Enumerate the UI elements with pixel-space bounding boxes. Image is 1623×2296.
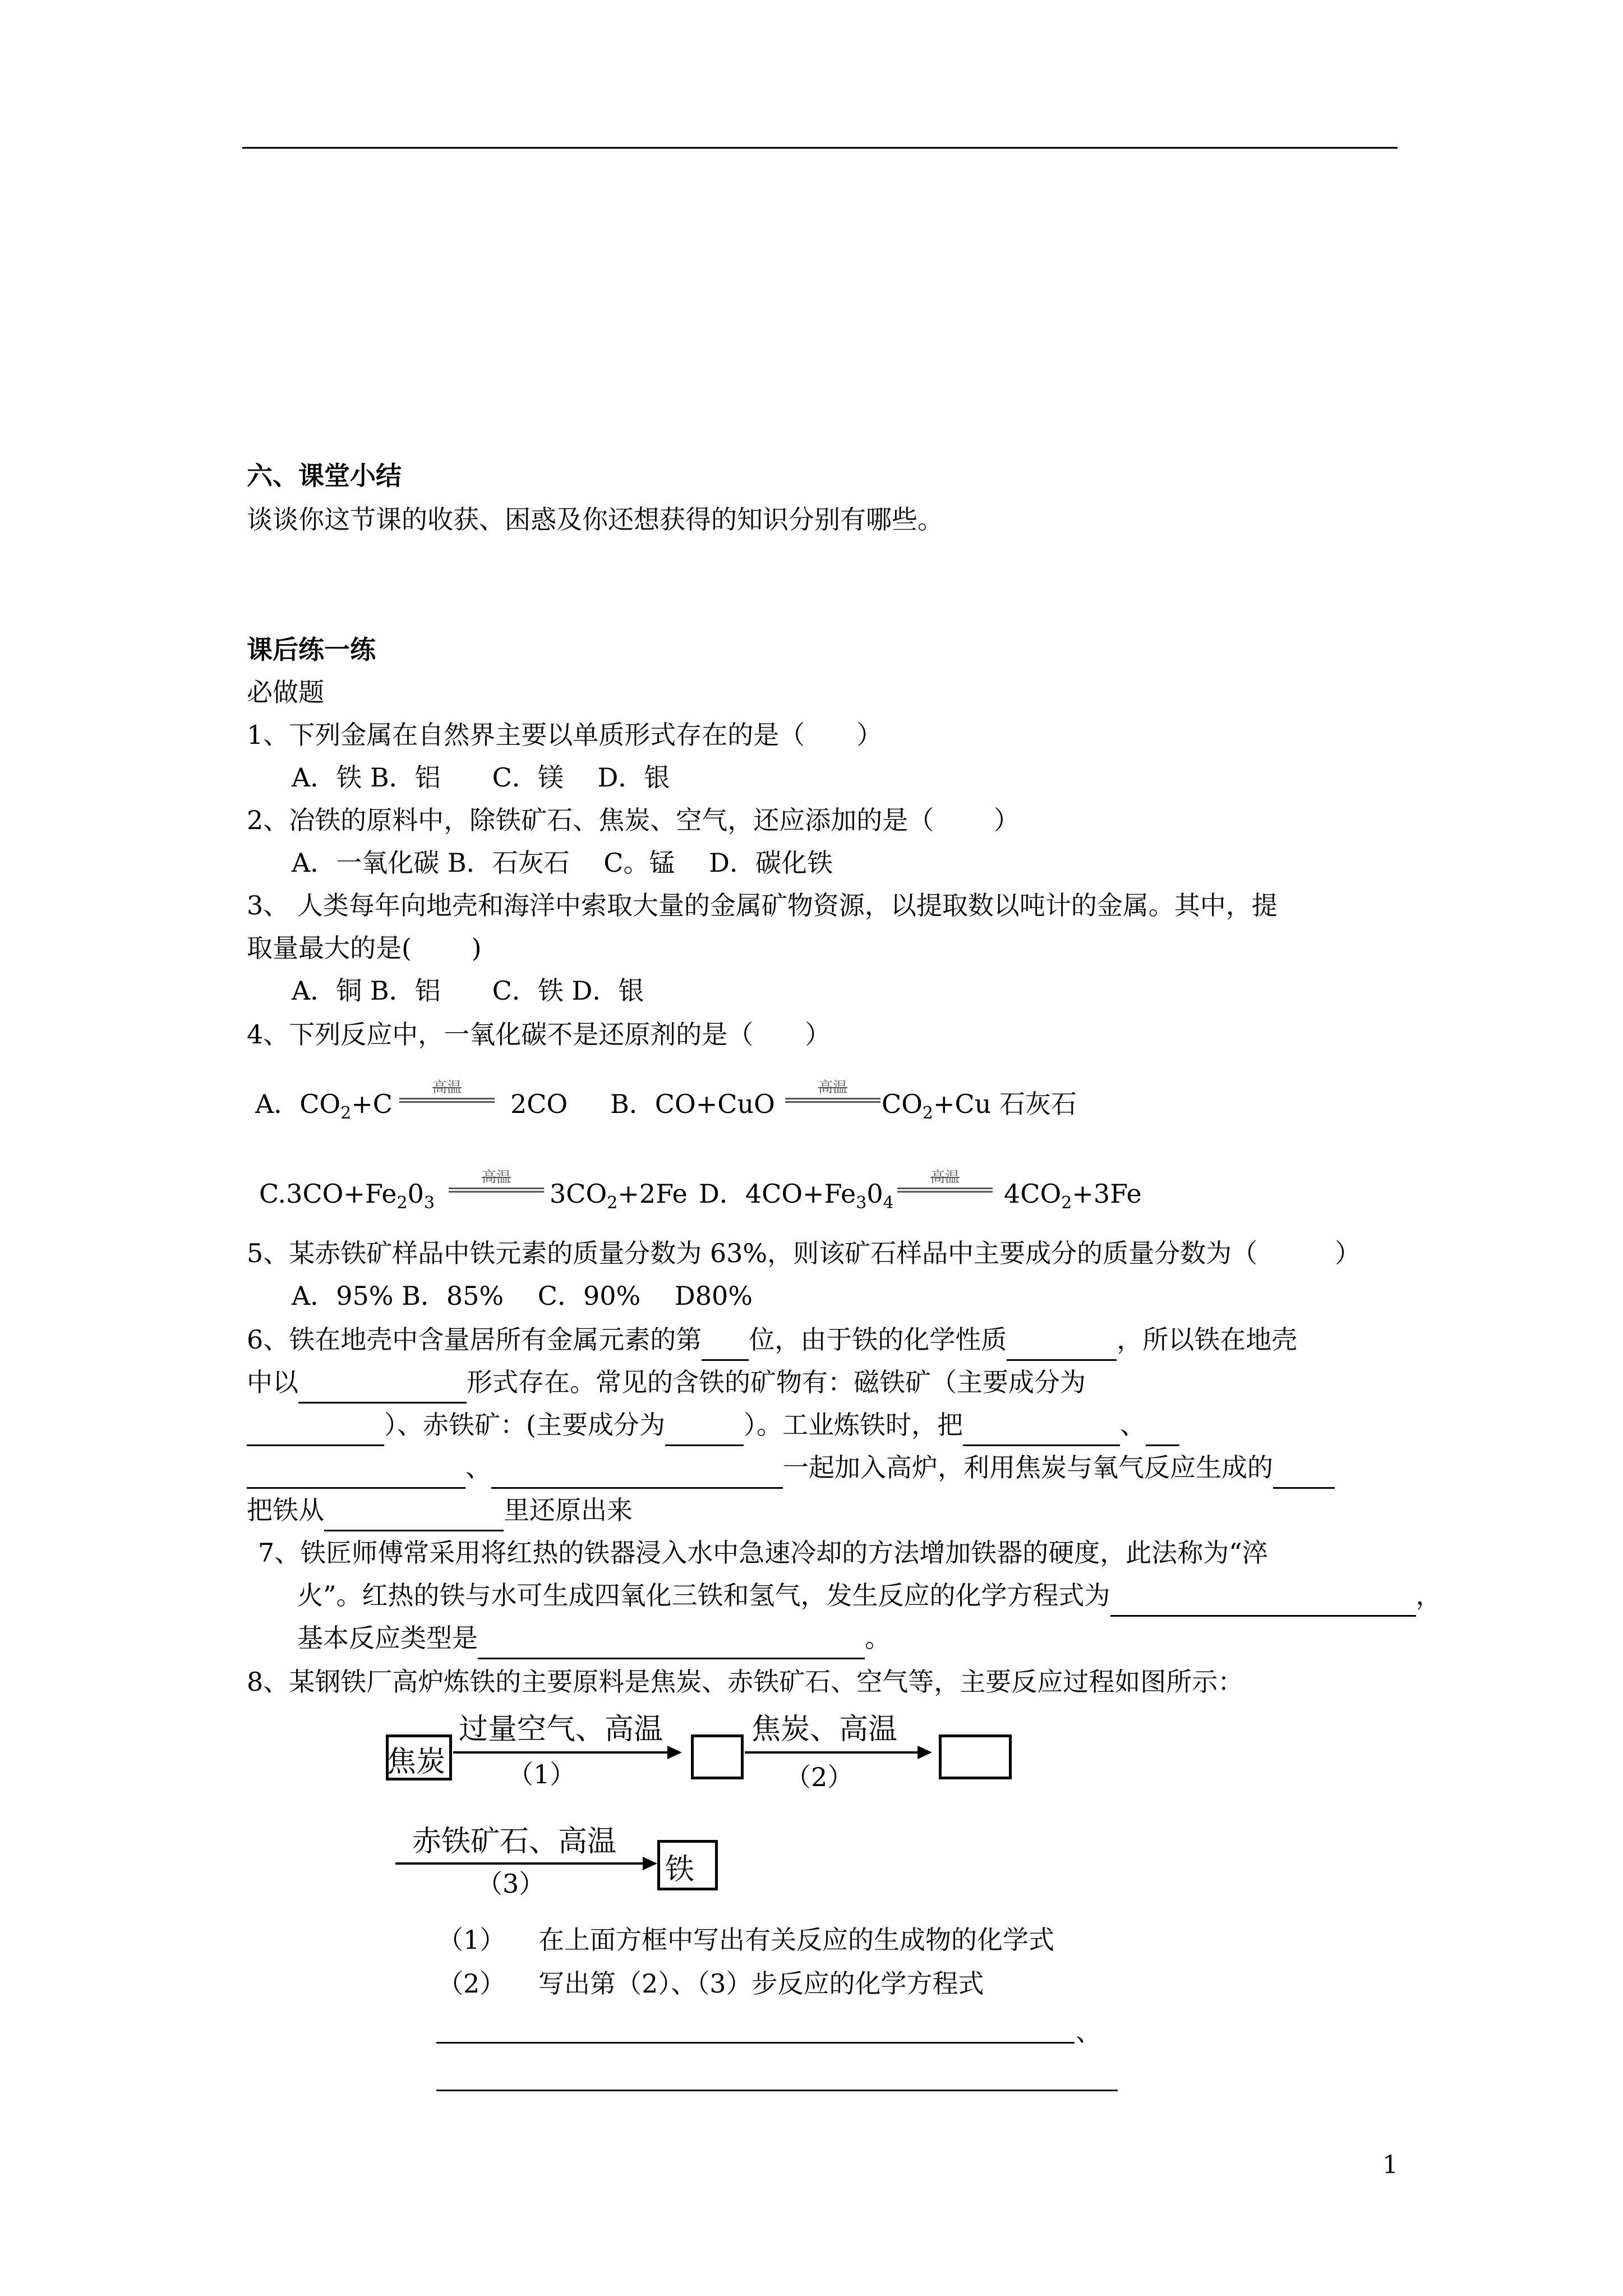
sub: 2 <box>922 1103 934 1124</box>
equals-sign <box>399 1098 495 1103</box>
answer-line[interactable] <box>436 2042 1075 2044</box>
q4-d-product <box>1004 1172 1142 1225</box>
answer-blank[interactable] <box>324 1501 504 1531</box>
q6-p11: 把铁从 <box>247 1495 324 1525</box>
q4-b-product <box>882 1083 1077 1135</box>
q8-sub2-text: 写出第（2）、（3）步反应的化学方程式 <box>538 1968 984 1999</box>
q4-option-a <box>255 1083 393 1135</box>
flow-arrow3-step: （3） <box>477 1869 545 1899</box>
arrow-head-icon <box>667 1746 682 1759</box>
q4-d-mid: 0 <box>866 1179 883 1209</box>
question-3-cont: 取量最大的是( ) <box>247 933 482 963</box>
flow-arrow1-condition: 过量空气、高温 <box>459 1713 663 1746</box>
question-6-line1 <box>247 1318 1297 1361</box>
q6-p8: 、 <box>1119 1410 1146 1440</box>
flow-arrow2-step: （2） <box>785 1762 854 1792</box>
q6-p2: 位，由于铁的化学性质 <box>749 1324 1007 1355</box>
q7-line2a: 火”。红热的铁与水可生成四氧化三铁和氢气，发生反应的化学方程式为 <box>297 1580 1110 1611</box>
q4-d-prod-tail: +3Fe <box>1072 1179 1142 1209</box>
answer-blank[interactable] <box>247 1415 384 1446</box>
q4-option-b: B．CO+CuO <box>610 1089 775 1119</box>
q8-sub2-number: （2） <box>437 1968 506 1999</box>
condition-label: 高温 <box>481 1169 511 1186</box>
q7-line2b: ， <box>1415 1580 1442 1611</box>
q4-option-c <box>259 1172 435 1225</box>
header-rule <box>242 147 1398 149</box>
flow-end-label: 铁 <box>665 1853 695 1887</box>
page-number: 1 <box>1382 2151 1398 2179</box>
question-8: 8、某钢铁厂高炉炼铁的主要原料是焦炭、赤铁矿石、空气等，主要反应过程如图所示： <box>247 1667 1244 1697</box>
question-7-line2 <box>297 1574 1442 1617</box>
q6-p3: ，所以铁在地壳 <box>1117 1324 1298 1355</box>
condition-label: 高温 <box>818 1079 847 1096</box>
q6-p4: 中以 <box>247 1367 298 1397</box>
question-6-line4 <box>247 1446 1335 1489</box>
answer-blank[interactable] <box>1146 1415 1179 1446</box>
flow-arrow2-condition: 焦炭、高温 <box>751 1713 898 1746</box>
sub: 2 <box>607 1193 618 1213</box>
q4-option-d <box>699 1172 894 1225</box>
flow-arrow-2 <box>745 1751 919 1754</box>
q4-b-condition <box>785 1080 880 1103</box>
q4-b-prod: CO <box>882 1089 923 1119</box>
q4-a-mid: +C <box>351 1089 393 1119</box>
question-6-line3 <box>247 1404 1179 1446</box>
q4-b-prod-tail: +Cu 石灰石 <box>933 1089 1077 1119</box>
answer-blank[interactable] <box>1273 1458 1335 1489</box>
q6-p1: 6、铁在地壳中含量居所有金属元素的第 <box>247 1324 702 1355</box>
q4-d-label: D．4CO+Fe <box>699 1179 856 1209</box>
question-5-options: A．95% B．85% C．90% D80% <box>292 1281 753 1311</box>
question-1: 1、下列金属在自然界主要以单质形式存在的是（ ） <box>247 720 883 750</box>
question-3-options: A．铜 B．铝 C．铁 D．银 <box>292 976 644 1006</box>
practice-heading: 课后练一练 <box>247 634 376 665</box>
answer-line[interactable] <box>436 2090 1118 2091</box>
q4-c-prod: 3CO <box>550 1179 607 1209</box>
answer-blank[interactable] <box>491 1458 783 1489</box>
answer-blank[interactable] <box>1007 1330 1117 1361</box>
equals-sign <box>449 1188 544 1193</box>
q6-p7: ）。工业炼铁时，把 <box>743 1410 963 1440</box>
answer-blank[interactable] <box>247 1458 465 1489</box>
section-prompt: 谈谈你这节课的收获、困惑及你还想获得的知识分别有哪些。 <box>247 504 943 535</box>
sub: 3 <box>423 1193 435 1213</box>
q4-d-condition <box>897 1170 993 1193</box>
q6-p5: 形式存在。常见的含铁的矿物有：磁铁矿（主要成分为 <box>467 1367 1086 1397</box>
equals-sign <box>785 1098 880 1103</box>
flow-start-label: 焦炭 <box>387 1745 446 1779</box>
q7-line3a: 基本反应类型是 <box>297 1623 478 1653</box>
question-3: 3、 人类每年向地壳和海洋中索取大量的金属矿物资源，以提取数以吨计的金属。其中，提 <box>247 890 1278 921</box>
answer-blank[interactable] <box>478 1628 865 1659</box>
answer-blank[interactable] <box>298 1373 467 1404</box>
q4-a-product: 2CO <box>510 1089 568 1119</box>
question-7-line1: 7、铁匠师傅常采用将红热的铁器浸入水中急速冷却的方法增加铁器的硬度，此法称为“淬 <box>258 1538 1268 1568</box>
q4-c-condition <box>449 1170 544 1193</box>
question-4: 4、下列反应中，一氧化碳不是还原剂的是（ ） <box>247 1019 831 1050</box>
condition-label: 高温 <box>432 1079 462 1096</box>
question-2: 2、冶铁的原料中，除铁矿石、焦炭、空气，还应添加的是（ ） <box>247 805 1020 835</box>
q8-sub1-number: （1） <box>437 1925 506 1955</box>
section-heading: 六、课堂小结 <box>247 461 402 491</box>
q4-a-condition <box>399 1080 495 1103</box>
q6-p9: 、 <box>465 1452 491 1483</box>
answer-blank[interactable] <box>963 1415 1120 1446</box>
q4-c-product <box>550 1172 688 1225</box>
sub: 3 <box>856 1193 867 1213</box>
q4-c-mid: 0 <box>407 1179 424 1209</box>
question-6-line2 <box>247 1361 1086 1404</box>
question-2-options: A．一氧化碳 B．石灰石 C。锰 D．碳化铁 <box>292 848 833 878</box>
sub: 2 <box>340 1103 352 1124</box>
arrow-head-icon <box>917 1746 932 1759</box>
q4-c-label: C.3CO+Fe <box>259 1179 397 1209</box>
sub: 2 <box>1061 1193 1072 1213</box>
q7-line3b: 。 <box>865 1623 891 1653</box>
q4-c-prod-tail: +2Fe <box>617 1179 688 1209</box>
flow-box-blank-2[interactable] <box>939 1734 1012 1779</box>
answer-blank[interactable] <box>665 1415 744 1446</box>
q6-p10: 一起加入高炉，利用焦炭与氧气反应生成的 <box>783 1452 1273 1483</box>
equals-sign <box>897 1188 993 1193</box>
question-6-line5 <box>247 1489 633 1531</box>
answer-blank[interactable] <box>702 1330 749 1361</box>
q8-sub1-text: 在上面方框中写出有关反应的生成物的化学式 <box>538 1925 1054 1955</box>
flow-arrow3-condition: 赤铁矿石、高温 <box>412 1825 617 1858</box>
question-1-options: A．铁 B．铝 C．镁 D．银 <box>292 762 670 793</box>
question-5: 5、某赤铁矿样品中铁元素的质量分数为 63%，则该矿石样品中主要成分的质量分数为（ ） <box>247 1238 1361 1268</box>
sub: 2 <box>396 1193 408 1213</box>
q6-p6: ）、赤铁矿：(主要成分为 <box>384 1410 665 1440</box>
flow-arrow1-step: （1） <box>508 1759 576 1789</box>
q6-p12: 里还原出来 <box>504 1495 633 1525</box>
practice-subheading: 必做题 <box>247 677 324 707</box>
answer-separator: 、 <box>1076 2017 1101 2047</box>
flow-box-blank-1[interactable] <box>691 1734 744 1779</box>
question-7-line3 <box>297 1617 891 1659</box>
arrow-head-icon <box>643 1857 657 1870</box>
answer-blank[interactable] <box>1110 1586 1416 1617</box>
condition-label: 高温 <box>930 1169 960 1186</box>
q4-a-label: A．CO <box>255 1089 341 1119</box>
sub: 4 <box>883 1193 894 1213</box>
q4-d-prod: 4CO <box>1004 1179 1062 1209</box>
